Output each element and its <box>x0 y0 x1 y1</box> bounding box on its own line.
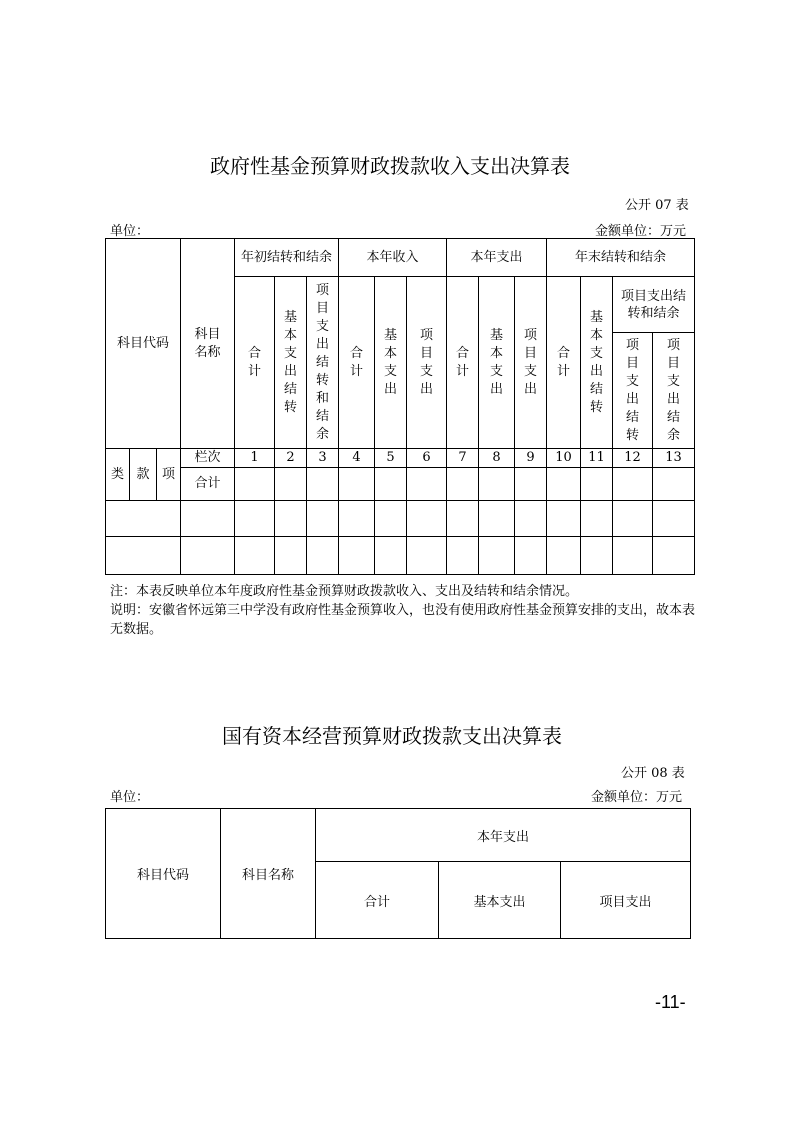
header-end-project-carry: 项目支出结转 <box>613 333 653 449</box>
header-income-project: 项目支出 <box>407 277 447 449</box>
table-cell <box>653 468 695 501</box>
t2-header-subject-code: 科目代码 <box>106 809 221 939</box>
table1-unit-label: 单位： <box>110 224 150 239</box>
header-begin-total: 合计 <box>235 277 275 449</box>
column-number: 6 <box>407 449 447 468</box>
column-number: 7 <box>447 449 479 468</box>
table-cell <box>339 468 375 501</box>
t2-header-project-expense: 项目支出 <box>561 862 691 939</box>
column-number: 5 <box>375 449 407 468</box>
column-number: 10 <box>547 449 581 468</box>
table-cell <box>407 468 447 501</box>
column-number: 2 <box>275 449 307 468</box>
table2-amount-unit: 金额单位：万元 <box>591 790 683 805</box>
t2-header-subject-name: 科目名称 <box>221 809 316 939</box>
table1-title: 政府性基金预算财政拨款收入支出决算表 <box>210 154 570 178</box>
table-cell <box>375 468 407 501</box>
table2-code: 公开 08 表 <box>621 766 685 781</box>
header-end-basic-carry: 基本支出结转 <box>581 277 613 449</box>
header-begin-project-carry-balance: 项目支出结转和结余 <box>307 277 339 449</box>
table-cell <box>547 468 581 501</box>
header-expense: 本年支出 <box>447 239 547 277</box>
table1 <box>105 238 695 575</box>
code-part-category: 类 <box>106 449 130 501</box>
column-number: 8 <box>479 449 515 468</box>
column-number: 9 <box>515 449 547 468</box>
table-row <box>106 537 695 575</box>
column-number: 12 <box>613 449 653 468</box>
table1-note: 注：本表反映单位本年度政府性基金预算财政拨款收入、支出及结转和结余情况。 <box>110 584 579 599</box>
code-part-section: 款 <box>130 449 157 501</box>
column-number: 4 <box>339 449 375 468</box>
header-end-total: 合计 <box>547 277 581 449</box>
page-number: -11- <box>655 992 686 1012</box>
table-cell <box>479 468 515 501</box>
table2-title: 国有资本经营预算财政拨款支出决算表 <box>222 724 562 748</box>
table1-amount-unit: 金额单位：万元 <box>595 224 687 239</box>
table1-code: 公开 07 表 <box>625 198 689 213</box>
table-cell <box>613 468 653 501</box>
t2-header-total: 合计 <box>316 862 439 939</box>
table2 <box>105 808 691 939</box>
header-expense-basic: 基本支出 <box>479 277 515 449</box>
table-cell <box>307 468 339 501</box>
code-part-item: 项 <box>157 449 181 501</box>
header-end-project-balance: 项目支出结余 <box>653 333 695 449</box>
table-cell <box>447 468 479 501</box>
header-begin-balance: 年初结转和结余 <box>235 239 339 277</box>
column-number: 13 <box>653 449 695 468</box>
column-number: 11 <box>581 449 613 468</box>
column-row-label: 栏次 <box>181 449 235 468</box>
header-end-project-carry-balance: 项目支出结转和结余 <box>613 277 695 333</box>
table2-unit-label: 单位： <box>110 790 150 805</box>
header-expense-total: 合计 <box>447 277 479 449</box>
t2-header-basic-expense: 基本支出 <box>439 862 561 939</box>
table-cell <box>581 468 613 501</box>
table-cell <box>235 468 275 501</box>
table1-explanation: 说明：安徽省怀远第三中学没有政府性基金预算收入，也没有使用政府性基金预算安排的支出，故本表无数据。 <box>110 603 696 637</box>
table-row <box>106 501 695 537</box>
table-cell <box>275 468 307 501</box>
header-begin-basic-carry: 基本支出结转 <box>275 277 307 449</box>
t2-header-expense: 本年支出 <box>316 809 691 862</box>
header-end-balance: 年末结转和结余 <box>547 239 695 277</box>
table-cell <box>515 468 547 501</box>
header-income-basic: 基本支出 <box>375 277 407 449</box>
header-income: 本年收入 <box>339 239 447 277</box>
column-number: 1 <box>235 449 275 468</box>
total-row-label: 合计 <box>181 468 235 501</box>
header-subject-code: 科目代码 <box>106 239 181 449</box>
column-number: 3 <box>307 449 339 468</box>
header-income-total: 合计 <box>339 277 375 449</box>
header-expense-project: 项目支出 <box>515 277 547 449</box>
header-subject-name: 科目名称 <box>181 239 235 449</box>
